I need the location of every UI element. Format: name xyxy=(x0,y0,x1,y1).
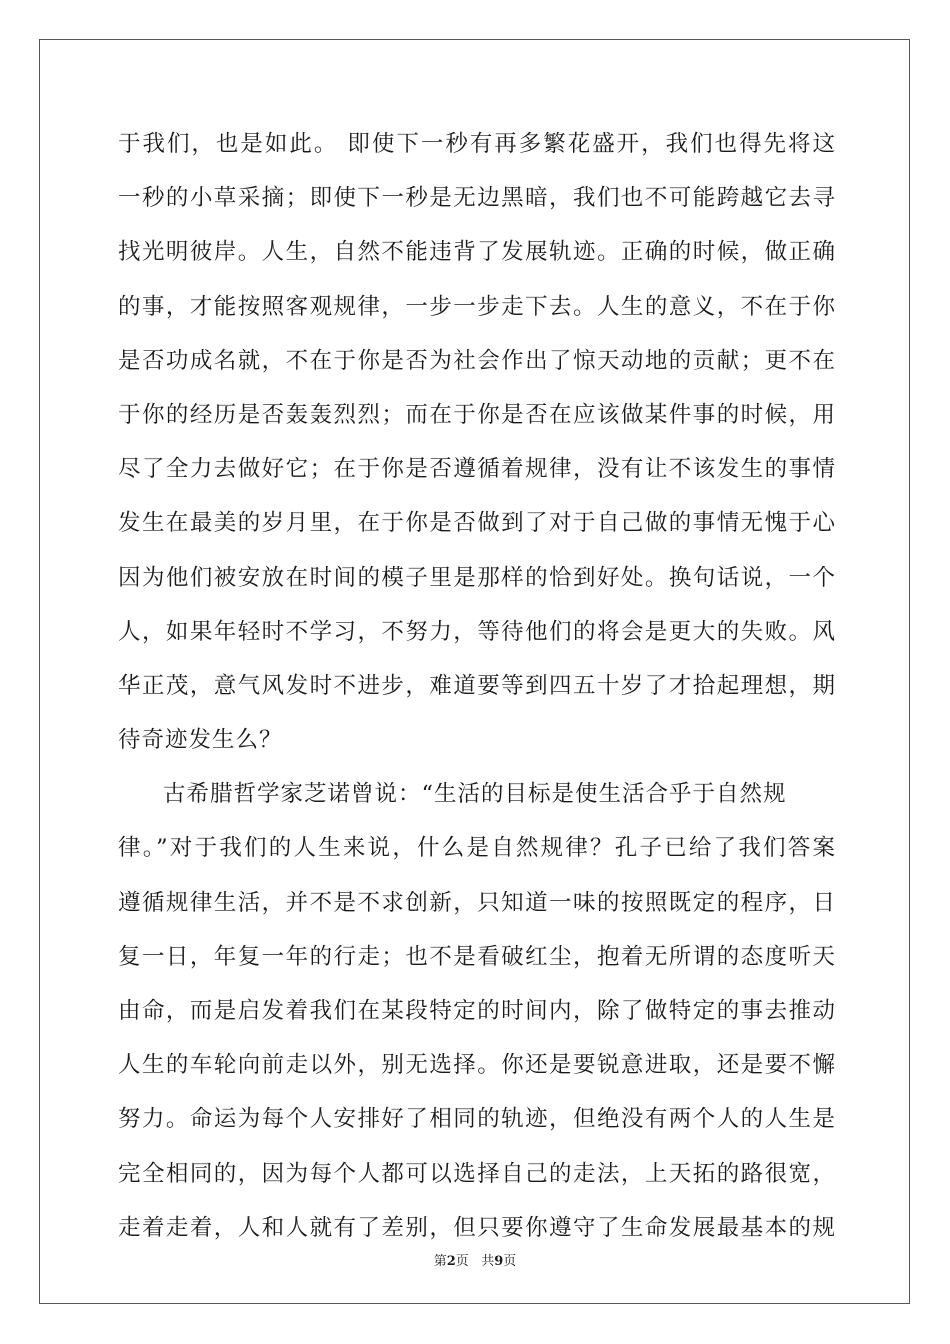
text-line: 找光明彼岸。人生，自然不能违背了发展轨迹。正确的时候，做正确 xyxy=(118,239,836,266)
text-line: 一秒的小草采摘；即使下一秒是无边黑暗，我们也不可能跨越它去寻 xyxy=(118,185,836,212)
text-line: 的事，才能按照客观规律，一步一步走下去。人生的意义，不在于你 xyxy=(118,293,836,320)
text-line: 华正茂，意气风发时不进步，难道要等到四五十岁了才拾起理想，期 xyxy=(118,672,836,699)
text-line: 人，如果年轻时不学习，不努力，等待他们的将会是更大的失败。风 xyxy=(118,618,836,645)
paragraph xyxy=(118,128,836,778)
text-line: 走着走着，人和人就有了差别，但只要你遵守了生命发展最基本的规 xyxy=(118,1214,836,1241)
text-line: 于你的经历是否轰轰烈烈；而在于你是否在应该做某件事的时候，用 xyxy=(118,401,836,428)
footer-total-prefix: 共 xyxy=(481,1254,495,1269)
text-line: 复一日，年复一年的行走；也不是看破红尘，抱着无所谓的态度听天 xyxy=(118,943,836,970)
text-line: 因为他们被安放在时间的模子里是那样的恰到好处。换句话说，一个 xyxy=(118,564,836,591)
page-footer xyxy=(0,1250,950,1269)
text-line: 由命，而是启发着我们在某段特定的时间内，除了做特定的事去推动 xyxy=(118,998,836,1024)
text-line: 发生在最美的岁月里，在于你是否做到了对于自己做的事情无愧于心 xyxy=(118,510,836,537)
document-body xyxy=(118,128,836,1266)
text-line: 古希腊哲学家芝诺曾说：“生活的目标是使生活合乎于自然规 xyxy=(163,781,787,808)
text-line: 努力。命运为每个人安排好了相同的轨迹，但绝没有两个人的人生是 xyxy=(118,1106,836,1133)
text-line: 尽了全力去做好它；在于你是否遵循着规律，没有让不该发生的事情 xyxy=(118,456,836,483)
footer-total-pages: 9 xyxy=(494,1254,504,1269)
text-line: 人生的车轮向前走以外，别无选择。你还是要锐意进取，还是要不懈 xyxy=(118,1052,836,1079)
text-line: 完全相同的，因为每个人都可以选择自己的走法，上天拓的路很宽， xyxy=(118,1160,836,1187)
footer-total-suffix: 页 xyxy=(503,1254,517,1269)
text-line: 是否功成名就，不在于你是否为社会作出了惊天动地的贡献；更不在 xyxy=(118,347,836,374)
footer-page-number: 2 xyxy=(446,1254,456,1269)
paragraph xyxy=(118,778,836,1266)
footer-page-suffix: 页 xyxy=(455,1254,469,1269)
text-line: 于我们，也是如此。 即使下一秒有再多繁花盛开，我们也得先将这 xyxy=(118,131,836,157)
text-line: 遵循规律生活，并不是不求创新，只知道一味的按照既定的程序，日 xyxy=(118,889,836,916)
text-line: 待奇迹发生么？ xyxy=(118,727,283,754)
text-line: 律。”对于我们的人生来说，什么是自然规律？孔子已给了我们答案 xyxy=(118,835,836,862)
footer-page-prefix: 第 xyxy=(433,1254,447,1269)
